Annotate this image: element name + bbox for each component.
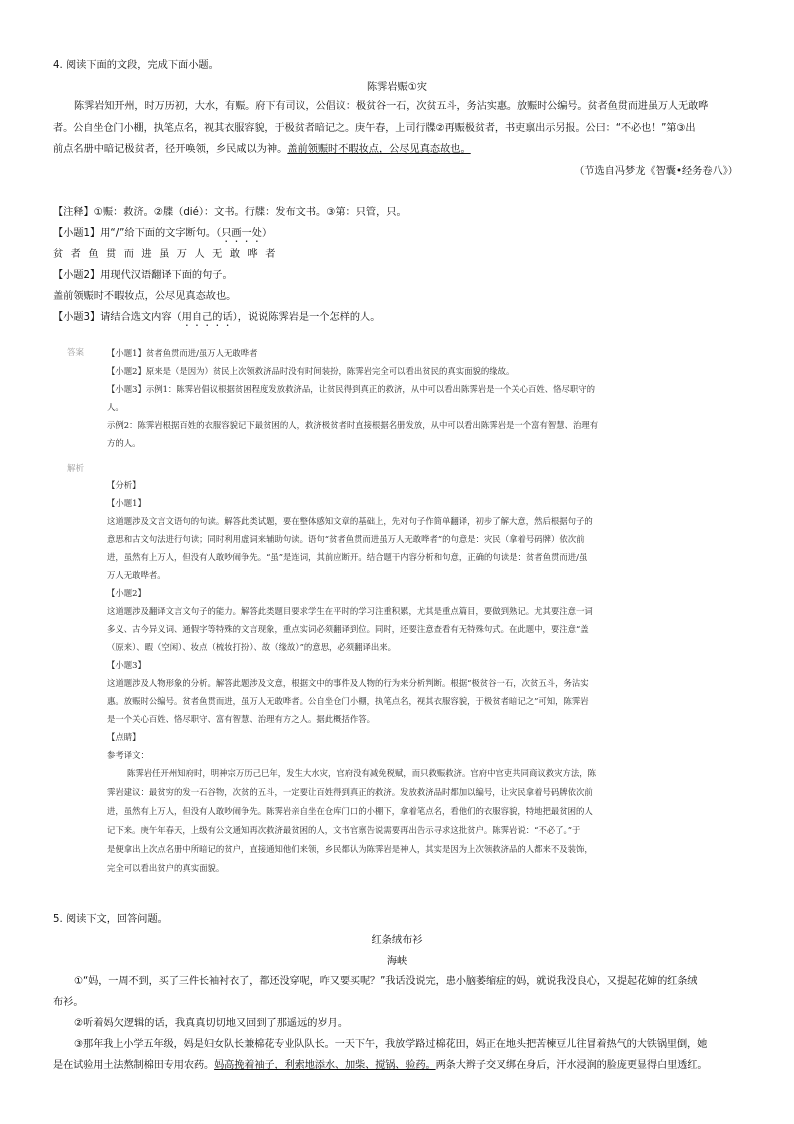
q4-sub1-question: 【小题1】用“/”给下面的文字断句。（只画一处） [53,228,273,239]
analysi-line: 【点睛】 [107,732,141,742]
q4-sub3-question: 【小题3】请结合选文内容（用自己的话），说说陈霁岩是一个怎样的人。 [53,312,381,323]
analysi-line: （原来）、暇（空闲）、妆点（梳妆打扮）、故（缘故）”的意思，必须翻译出来。 [107,642,396,652]
emphasis-dots: 只画一处 [221,228,262,239]
translation-line: 霁岩建议：最贫穷的发一石谷物，次贫的五斗，一定要让百姓得到真正的救济。发放救济品时都加以编号，让灾民拿着号码牌依次前 [107,787,593,797]
q4-prompt: 4. 阅读下面的文段，完成下面小题。 [53,60,219,71]
q5-underlined-sentence: 妈高挽着袖子，利索地添水、加柴、搅锅、验药。 [214,1060,436,1071]
translation-line: 进，虽然有上万人，但没有人敢吵闹争先。陈霁岩亲自坐在仓库门口的小棚下，拿着笔点名，看他们的衣服容貌，特地把最贫困的人 [107,806,593,816]
q5-title: 红条绒布衫 [371,935,423,946]
q5-paragraph-3-line-2: 是在试验用土法熬制棉田专用农药。妈高挽着袖子，利索地添水、加柴、搅锅、验药。两条大辫子交叉绑在身后，汗水浸润的脸庞更显得白里透红。 [53,1060,708,1071]
q4-sub2-question: 【小题2】用现代汉语翻译下面的句子。 [53,270,233,281]
analysi-line: 【小题2】 [107,588,146,598]
analysi-line: 这道题涉及人物形象的分析。解答此题涉及文意，根据文中的事件及人物的行为来分析判断。根据“极贫谷一石，次贫五斗，务沾实 [107,678,589,688]
analysi-line: 进，虽然有上万人，但没有人敢吵闹争先。“虽”是连词，其前应断开。结合题干内容分析和句意，正确的句读是：贫者鱼贯而进/虽 [107,552,588,562]
analysi-line: 多义、古今异义词、通假字等特殊的文言现象，重点实词必须翻译到位。同时，还要注意查看有无特殊句式。在此题中，要注意“盖 [107,624,589,634]
answer-line: 【小题2】原来是（是因为）贫民上次领救济品时没有时间装扮，陈霁岩完全可以看出贫民的真实面貌的缘故。 [107,366,515,376]
q4-notes: 【注释】①赈：救济。②牒（dié）：文书。行牒：发布文书。③第：只管，只。 [53,207,407,218]
analysi-line: 是一个关心百姓、恪尽职守、富有智慧、治理有方之人。据此概括作答。 [107,714,375,724]
q4-source: （节选自冯梦龙《智囊•经务卷八》） [574,166,738,177]
answer-line: 示例2：陈霁岩根据百姓的衣服容貌记下最贫困的人，救济极贫者时直接根据名册发放，从中可以看出陈霁岩是一个富有智慧、治理有 [107,420,599,430]
translation-line: 是便拿出上次点名册中所暗记的贫户，直接通知他们来领，乡民都认为陈霁岩是神人，其实是因为上次领救济品的人都来不及装饰， [107,844,593,854]
q5-paragraph-1-line-1: ①“妈，一周不到，买了三件长袖衬衣了，都还没穿呢，咋又要买呢？”我话没说完，患小脑萎缩症的妈，就说我没良心，又提起花婶的红条绒 [74,976,698,987]
analysi-line: 【小题3】 [107,660,146,670]
q5-paragraph-1-line-2: 布衫。 [53,997,84,1008]
analysi-line: 参考译文： [107,750,149,760]
analysi-line: 【分析】 [107,480,141,490]
analysi-line: 万人无敢哗者。 [107,570,166,580]
analysi-line: 这道题涉及文言文语句的句读。解答此类试题，要在整体感知文章的基础上，先对句子作简单翻译，初步了解大意，然后根据句子的 [107,516,593,526]
answer-line: 人。 [107,402,124,412]
q4-passage-line-2: 者。公自坐仓门小棚，执笔点名，视其衣服容貌，于极贫者暗记之。庚午春，上司行牒②再赈极贫者，书吏禀出示另报。公曰：“不必也！”第③出 [53,123,696,134]
q5-prompt: 5. 阅读下文，回答问题。 [53,914,168,925]
analysi-line: 这道题涉及翻译文言文句子的能力。解答此类题目要求学生在平时的学习注重积累，尤其是重点篇目，要做到熟记。尤其要注意一词 [107,606,593,616]
answer-line: 【小题1】贫者鱼贯而进/虽万人无敢哗者 [107,348,258,358]
q4-title: 陈霁岩赈①灾 [366,82,428,93]
q4-sub1-text: 贫者鱼贯而进虽万人无敢哗者 [53,249,283,260]
q4-sub2-text: 盖前领赈时不暇妆点，公尽见真态故也。 [53,291,237,302]
translation-line: 完全可以看出贫户的真实面貌。 [107,863,225,873]
q4-passage-line-1: 陈霁岩知开州，时万历初，大水，有赈。府下有司议，公倡议：极贫谷一石，次贫五斗，务沾实惠。放赈时公编号。贫者鱼贯而进虽万人无敢哗 [74,101,709,112]
translation-line: 陈霁岩任开州知府时，明神宗万历己巳年，发生大水灾，官府没有减免税赋，而只救赈救济。官府中官吏共同商议救灾方法，陈 [127,768,596,778]
answer-line: 方的人。 [107,438,141,448]
analysi-line: 意思和古文句法进行句读；同时利用虚词来辅助句读。语句“贫者鱼贯而进虽万人无敢哗者”的句意是：灾民（拿着号码牌）依次前 [107,534,585,544]
answer-line: 【小题3】示例1：陈霁岩倡议根据贫困程度发放救济品，让贫民得到真正的救济，从中可以看出陈霁岩是一个关心百姓、恪尽职守的 [107,384,596,394]
analysi-line: 【小题1】 [107,498,146,508]
emphasis-dots: 用自己的话 [181,312,233,323]
analysi-line: 惠。放赈时公编号。贫者鱼贯而进，虽万人无敢哗者。公自坐仓门小棚，执笔点名，视其衣服容貌，于极贫者暗记之”可知，陈霁岩 [107,696,589,706]
translation-line: 记下来。庚午年春天，上级有公文通知再次救济最贫困的人，文书官禀告说需要再出告示寻求这批贫户。陈霁岩说：“不必了。”于 [107,825,581,835]
q5-paragraph-3-line-1: ③那年我上小学五年级，妈是妇女队长兼棉花专业队队长。一天下午，我放学路过棉花田，妈正在地头把苦楝豆儿往冒着热气的大铁锅里倒，她 [74,1039,708,1050]
answer-label: 答案 [67,348,85,358]
analysis-label: 解析 [67,464,85,474]
q5-paragraph-2: ②听着妈欠逻辑的话，我真真切切地又回到了那遥远的岁月。 [74,1018,349,1029]
q4-underlined-sentence: 盖前领赈时不暇妆点，公尽见真态故也。 [287,144,471,155]
q4-passage-line-3 [53,141,471,158]
q4-passage-text: 前点名册中暗记极贫者，径开唤领，乡民咸以为神。 [53,144,288,155]
q5-author: 海峡 [386,956,408,967]
